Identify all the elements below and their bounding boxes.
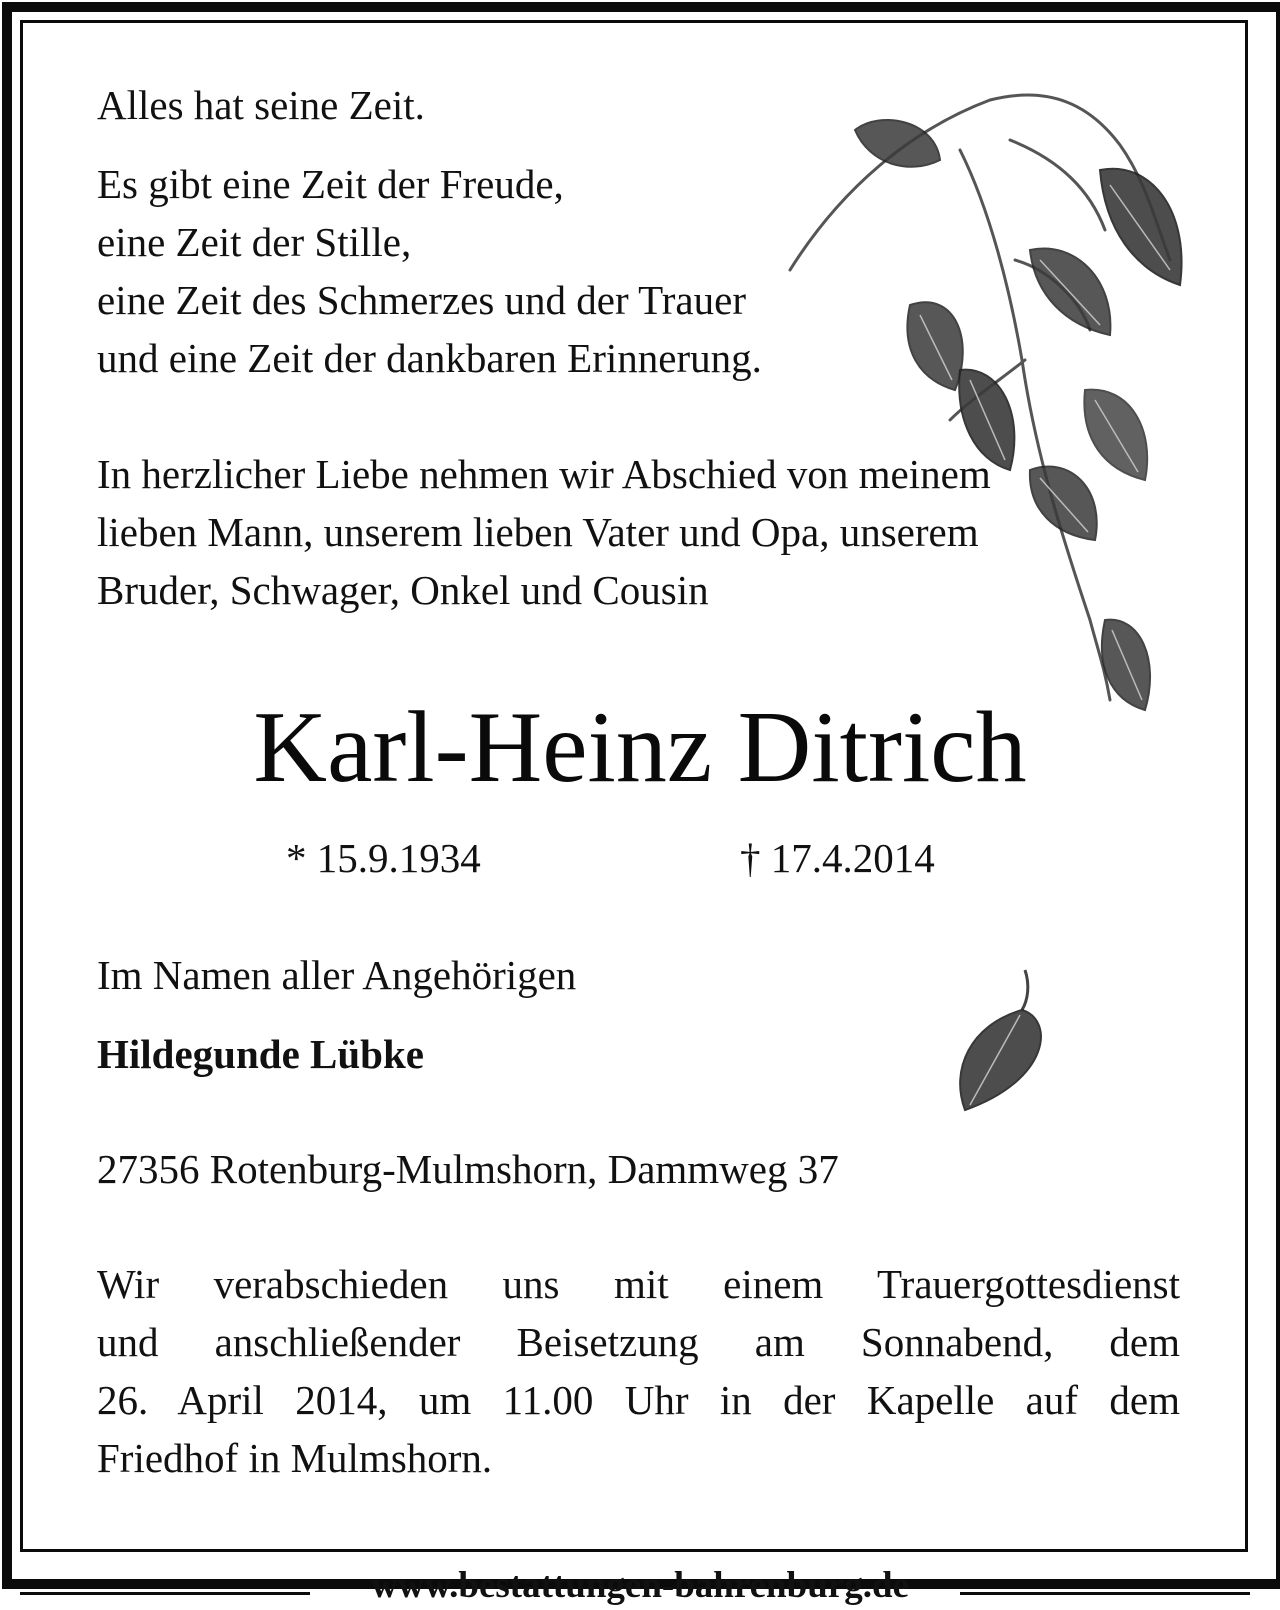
signature-address: 27356 Rotenburg-Mulmshorn, Dammweg 37 xyxy=(97,1146,839,1192)
service-line-1: Wir verabschieden uns mit einem Trauergottesdienst xyxy=(97,1261,1180,1307)
signature-intro: Im Namen aller Angehörigen xyxy=(97,952,577,998)
poem-stanza xyxy=(97,155,762,387)
poem-line-4: eine Zeit des Schmerzes und der Trauer xyxy=(97,277,746,323)
leaf-branch-icon xyxy=(760,60,1200,740)
farewell-line-1: In herzlicher Liebe nehmen wir Abschied von meinem xyxy=(97,451,991,497)
birth-date: * 15.9.1934 xyxy=(286,835,481,881)
falling-leaf-icon xyxy=(940,960,1070,1130)
farewell-line-2: lieben Mann, unserem lieben Vater und Opa, unserem xyxy=(97,509,979,555)
service-paragraph xyxy=(97,1255,1180,1487)
service-line-3: 26. April 2014, um 11.00 Uhr in der Kapelle auf dem xyxy=(97,1377,1180,1423)
farewell-line-3: Bruder, Schwager, Onkel und Cousin xyxy=(97,567,709,613)
poem-line-2: Es gibt eine Zeit der Freude, xyxy=(97,161,564,207)
poem-line-5: und eine Zeit der dankbaren Erinnerung. xyxy=(97,335,762,381)
poem-line-1: Alles hat seine Zeit. xyxy=(97,82,425,128)
service-line-2: und anschließender Beisetzung am Sonnabend, dem xyxy=(97,1319,1180,1365)
footer-url[interactable]: www.bestattungen-bahrenburg.de xyxy=(371,1565,909,1606)
death-date: † 17.4.2014 xyxy=(740,835,935,881)
service-line-4: Friedhof in Mulmshorn. xyxy=(97,1435,493,1481)
poem-line-3: eine Zeit der Stille, xyxy=(97,219,412,265)
deceased-name: Karl-Heinz Ditrich xyxy=(253,691,1027,804)
farewell-paragraph xyxy=(97,445,991,619)
signature-name: Hildegunde Lübke xyxy=(97,1031,424,1077)
